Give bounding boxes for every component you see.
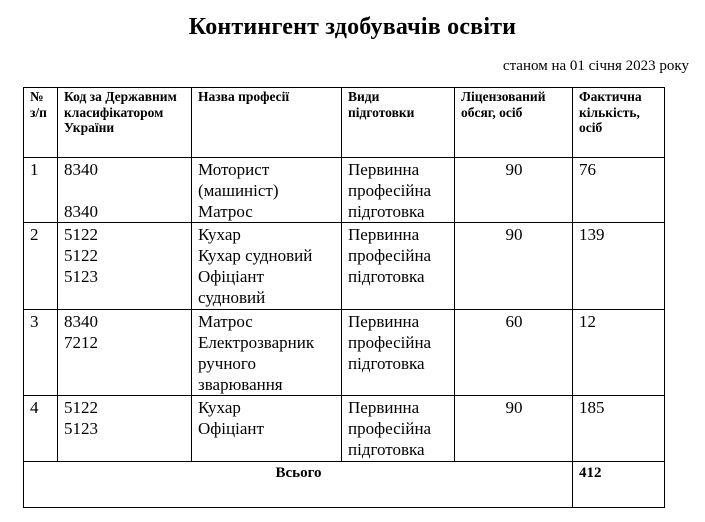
header-type: Види підготовки [342,88,455,158]
total-row [24,462,665,508]
row-code [58,158,192,223]
row-code [58,396,192,462]
profession-line: Кухар [198,225,241,244]
profession-line: Кухар [198,398,241,417]
row-actual: 76 [573,158,665,223]
row-type: Первинна професійна підготовка [342,396,455,462]
row-actual: 139 [573,223,665,310]
profession-line: судновий [198,288,266,307]
date-line: станом на 01 січня 2023 року [502,58,689,74]
code-value: 5122 [64,225,98,244]
header-num: № з/п [24,88,58,158]
row-num: 1 [24,158,58,223]
table-row [24,158,665,223]
header-profession: Назва професії [192,88,342,158]
row-actual: 12 [573,310,665,396]
code-value: 5123 [64,267,98,286]
row-num: 4 [24,396,58,462]
profession-line: ручного [198,354,256,373]
table-row [24,310,665,396]
row-licensed: 60 [455,310,573,396]
profession-line: Офіціант [198,419,264,438]
profession-line: Електрозварник [198,333,315,352]
row-type: Первинна професійна підготовка [342,158,455,223]
code-value: 8340 [64,202,98,221]
row-profession [192,223,342,310]
row-profession [192,158,342,223]
table-row [24,223,665,310]
profession-line: (машиніст) [198,181,279,200]
profession-line: Моторист [198,160,270,179]
row-licensed: 90 [455,223,573,310]
header-code: Код за Державним класифікатором України [58,88,192,158]
row-actual: 185 [573,396,665,462]
code-value: 5122 [64,246,98,265]
row-num: 2 [24,223,58,310]
profession-line: зварювання [198,375,283,394]
row-licensed: 90 [455,396,573,462]
row-profession [192,310,342,396]
total-label: Всього [24,462,573,508]
row-type: Первинна професійна підготовка [342,223,455,310]
row-code [58,310,192,396]
code-value: 8340 [64,312,98,331]
code-value: 7212 [64,333,98,352]
profession-line: Матрос [198,202,253,221]
total-value: 412 [573,462,665,508]
code-value: 5122 [64,398,98,417]
profession-line: Кухар судновий [198,246,313,265]
row-code [58,223,192,310]
page-title: Контингент здобувачів освіти [188,14,517,40]
row-licensed: 90 [455,158,573,223]
header-actual: Фактична кількість, осіб [573,88,665,158]
profession-line: Матрос [198,312,253,331]
row-num: 3 [24,310,58,396]
row-type: Первинна професійна підготовка [342,310,455,396]
contingent-table [23,87,665,508]
table-row [24,396,665,462]
profession-line: Офіціант [198,267,264,286]
code-value: 5123 [64,419,98,438]
row-profession [192,396,342,462]
header-row [24,88,665,158]
header-licensed: Ліцензований обсяг, осіб [455,88,573,158]
code-value: 8340 [64,160,98,179]
